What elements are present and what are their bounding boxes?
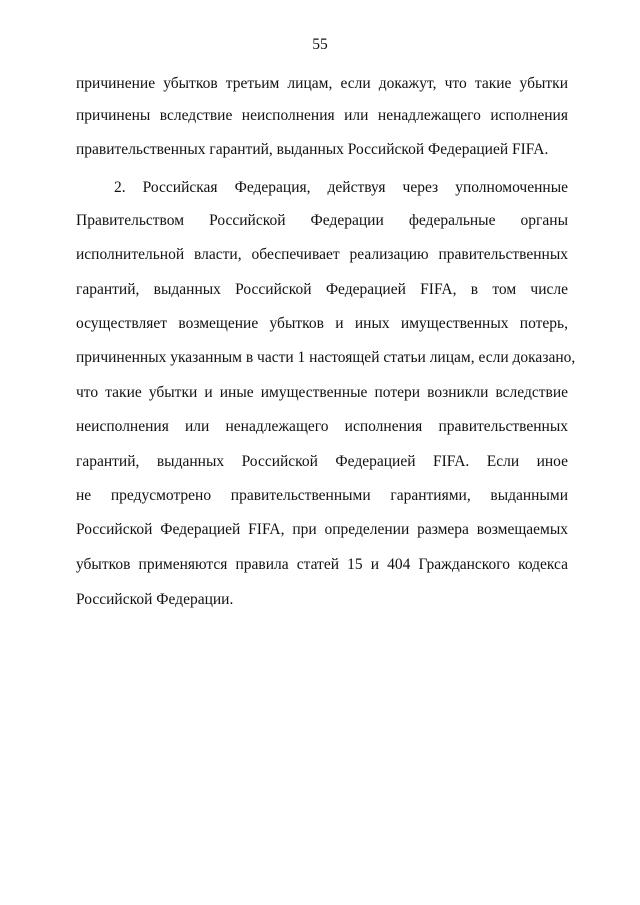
text-line: причинение убытков третьим лицам, если докажут, что такие убытки — [76, 75, 568, 92]
text-line: исполнительной власти, обеспечивает реализацию правительственных — [76, 246, 568, 263]
text-line: неисполнения или ненадлежащего исполнения правительственных — [76, 418, 568, 435]
text-line: причиненных указанным в части 1 настоящей статьи лицам, если доказано, — [76, 349, 576, 366]
text-line: Российской Федерации. — [76, 591, 234, 608]
text-line: осуществляет возмещение убытков и иных имущественных потерь, — [76, 315, 568, 332]
text-line: Правительством Российской Федерации федеральные органы — [76, 212, 568, 229]
text-line: гарантий, выданных Российской Федерацией FIFA. Если иное — [76, 453, 568, 470]
text-line: Российской Федерацией FIFA, при определении размера возмещаемых — [76, 521, 568, 538]
text-line: убытков применяются правила статей 15 и 404 Гражданского кодекса — [76, 556, 568, 573]
text-line: 2. Российская Федерация, действуя через уполномоченные — [114, 179, 568, 196]
text-line: причинены вследствие неисполнения или ненадлежащего исполнения — [76, 107, 568, 124]
page-number: 55 — [312, 36, 328, 53]
text-line: правительственных гарантий, выданных Российской Федерацией FIFA. — [76, 141, 549, 158]
text-line: что такие убытки и иные имущественные потери возникли вследствие — [76, 384, 568, 401]
text-line: гарантий, выданных Российской Федерацией FIFA, в том числе — [76, 281, 568, 298]
text-line: не предусмотрено правительственными гарантиями, выданными — [76, 487, 568, 504]
